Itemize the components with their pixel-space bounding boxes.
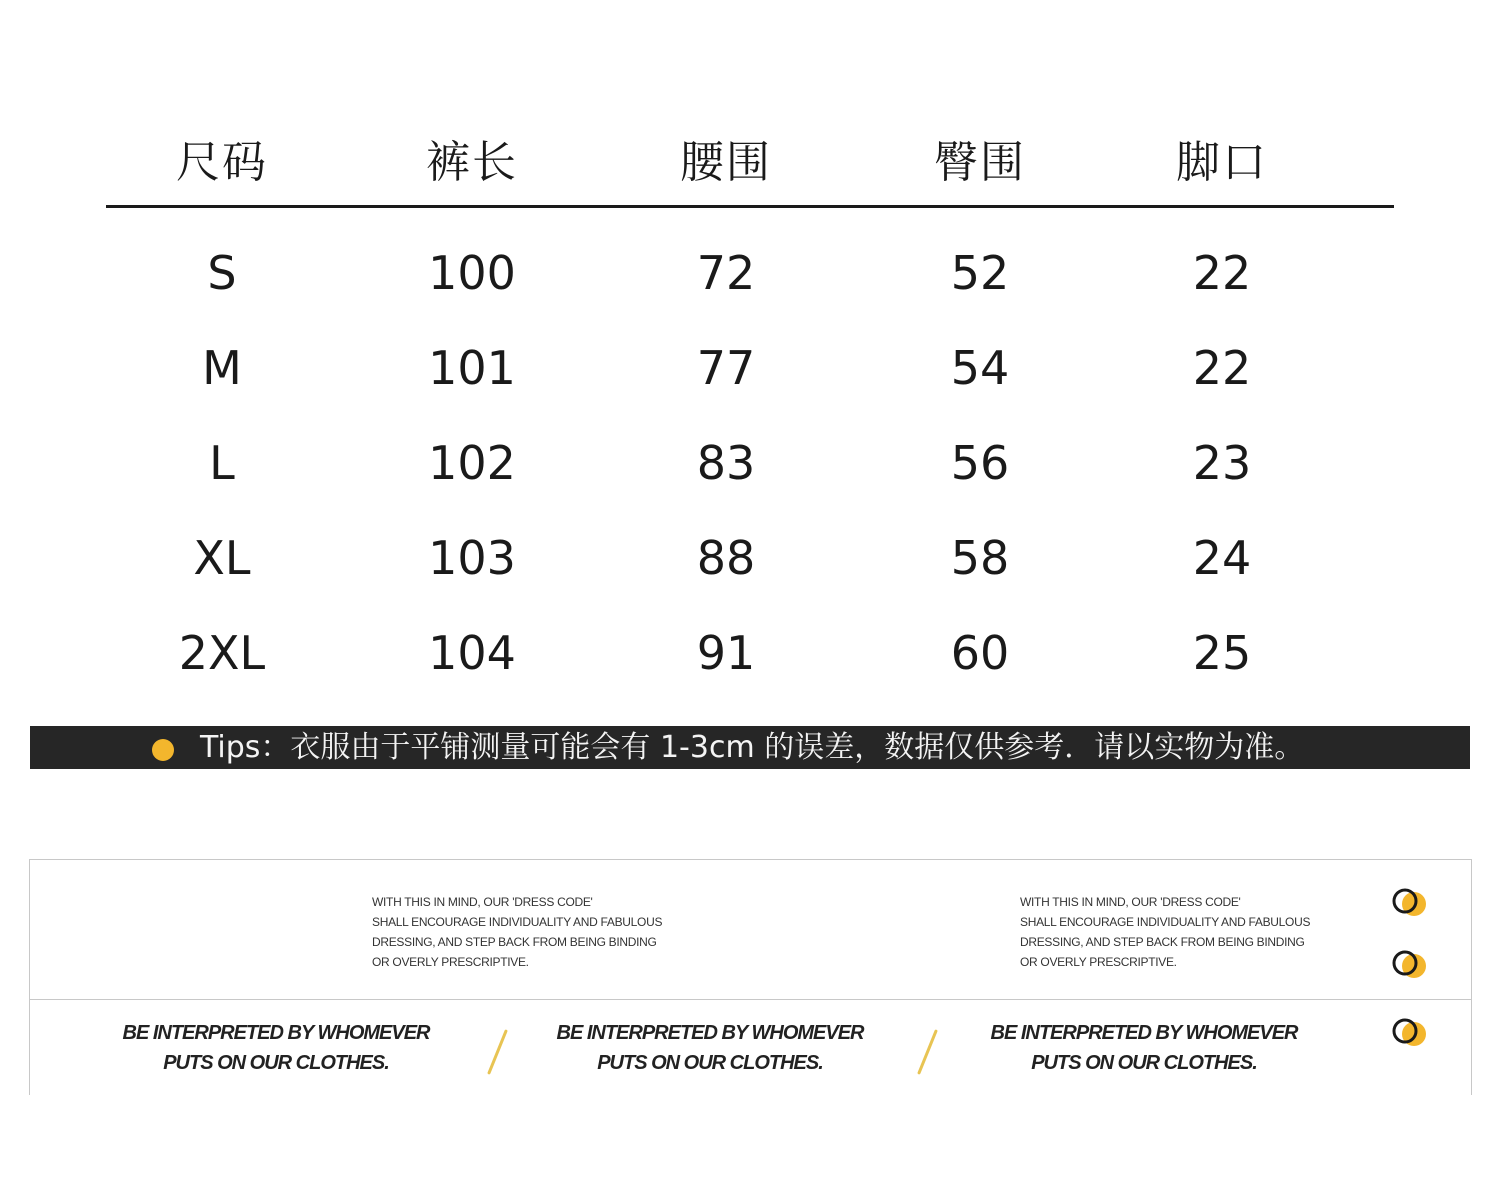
header-leg-opening: 脚口: [1176, 137, 1268, 188]
cell-size: 2XL: [178, 626, 266, 680]
table-row: [106, 428, 1394, 523]
cell-waist: 72: [696, 246, 756, 300]
paragraph-line: WITH THIS IN MIND, OUR 'DRESS CODE': [1020, 895, 1241, 909]
cell-leg-opening: 22: [1192, 341, 1252, 395]
table-row: [106, 523, 1394, 618]
cell-hip: 52: [950, 246, 1010, 300]
dress-code-paragraph: [372, 892, 662, 972]
slogan-line: PUTS ON OUR CLOTHES.: [597, 1052, 823, 1074]
circle-with-orange-dot-icon: [1384, 944, 1432, 992]
cell-hip: 54: [950, 341, 1010, 395]
paragraph-line: OR OVERLY PRESCRIPTIVE.: [372, 955, 529, 969]
cell-hip: 56: [950, 436, 1010, 490]
paragraph-line: DRESSING, AND STEP BACK FROM BEING BINDING: [1020, 935, 1305, 949]
slogan-line: BE INTERPRETED BY WHOMEVER: [556, 1022, 864, 1044]
slogan: [106, 1018, 446, 1078]
bullet-dot-icon: [152, 739, 174, 761]
tips-text: Tips：衣服由于平铺测量可能会有 1-3cm 的误差，数据仅供参考．请以实物为准。: [200, 730, 1305, 765]
cell-size: S: [207, 246, 237, 300]
cell-size: M: [202, 341, 242, 395]
circle-with-orange-dot-icon: [1384, 882, 1432, 930]
size-table: [106, 108, 1394, 680]
cell-leg-opening: 23: [1192, 436, 1252, 490]
circle-with-orange-dot-icon: [1384, 1012, 1432, 1060]
slash-divider: [917, 1029, 938, 1075]
cell-length: 101: [428, 341, 516, 395]
slogan-line: PUTS ON OUR CLOTHES.: [163, 1052, 389, 1074]
paragraph-line: SHALL ENCOURAGE INDIVIDUALITY AND FABULOUS: [1020, 915, 1311, 929]
header-waist: 腰围: [680, 137, 772, 188]
paragraph-line: OR OVERLY PRESCRIPTIVE.: [1020, 955, 1177, 969]
header-length: 裤长: [426, 137, 518, 188]
tips-bar: [30, 726, 1470, 769]
header-divider: [106, 205, 1394, 208]
paragraph-line: SHALL ENCOURAGE INDIVIDUALITY AND FABULOUS: [372, 915, 663, 929]
table-row: [106, 238, 1394, 333]
cell-length: 102: [428, 436, 516, 490]
cell-waist: 83: [696, 436, 756, 490]
cell-hip: 58: [950, 531, 1010, 585]
table-row: [106, 618, 1394, 713]
slogan: [974, 1018, 1314, 1078]
cell-leg-opening: 22: [1192, 246, 1252, 300]
table-header: [106, 108, 1394, 208]
cell-size: L: [209, 436, 235, 490]
slogan-line: BE INTERPRETED BY WHOMEVER: [122, 1022, 430, 1044]
paragraph-line: DRESSING, AND STEP BACK FROM BEING BINDING: [372, 935, 657, 949]
cell-waist: 91: [696, 626, 756, 680]
dress-code-paragraph: [1020, 892, 1310, 972]
cell-waist: 88: [696, 531, 756, 585]
table-body: [106, 238, 1394, 713]
cell-hip: 60: [950, 626, 1010, 680]
cell-size: XL: [193, 531, 251, 585]
slogan-line: PUTS ON OUR CLOTHES.: [1031, 1052, 1257, 1074]
header-hip: 臀围: [934, 137, 1026, 188]
cell-length: 104: [428, 626, 516, 680]
slogan: [540, 1018, 880, 1078]
cell-waist: 77: [696, 341, 756, 395]
cell-length: 100: [428, 246, 516, 300]
header-size: 尺码: [176, 137, 268, 188]
brand-banner: [29, 859, 1472, 1095]
cell-leg-opening: 25: [1192, 626, 1252, 680]
slash-divider: [487, 1029, 508, 1075]
slogan-line: BE INTERPRETED BY WHOMEVER: [990, 1022, 1298, 1044]
cell-leg-opening: 24: [1192, 531, 1252, 585]
cell-length: 103: [428, 531, 516, 585]
banner-divider: [30, 999, 1471, 1000]
paragraph-line: WITH THIS IN MIND, OUR 'DRESS CODE': [372, 895, 593, 909]
table-row: [106, 333, 1394, 428]
